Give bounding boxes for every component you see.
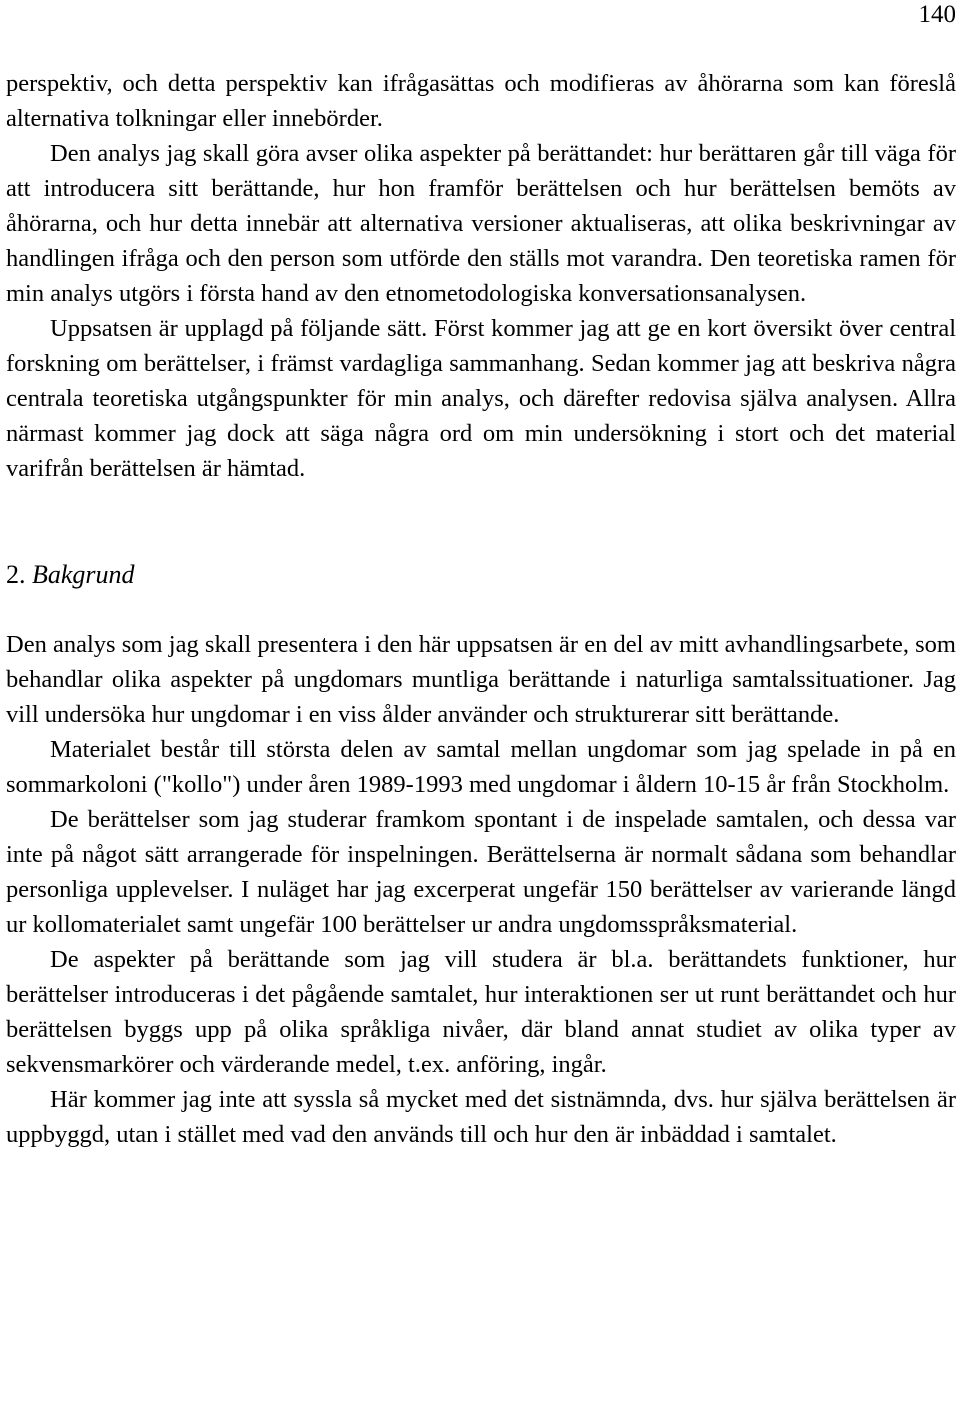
paragraph: De berättelser som jag studerar framkom spontant i de inspelade samtalen, och dessa var inte på något sätt arrangerade för inspelningen. Berättelserna är normalt sådana som behandlar personliga upplevelser. I nuläget har jag excerperat ungefär 150 berättelser av varierande längd ur kollomaterialet samt ungefär 100 berättelser ur andra ungdomsspråksmaterial. (6, 806, 956, 938)
paragraph: perspektiv, och detta perspektiv kan ifrågasättas och modifieras av åhörarna som kan föreslå alternativa tolkningar eller innebörder. (6, 70, 956, 132)
paragraph: De aspekter på berättande som jag vill studera är bl.a. berättandets funktioner, hur berättelser introduceras i det pågående samtalet, hur interaktionen ser ut runt berättandet och hur berättelsen byggs upp på olika språkliga nivåer, där bland annat studiet av olika typer av sekvensmarkörer och värderande medel, t.ex. anföring, ingår. (6, 946, 956, 1078)
section-heading (6, 557, 956, 592)
paragraph: Här kommer jag inte att syssla så mycket med det sistnämnda, dvs. hur själva berättelsen är uppbyggd, utan i stället med vad den används till och hur den är inbäddad i samtalet. (6, 1086, 956, 1148)
document-body (6, 66, 956, 1152)
spacer (6, 592, 956, 627)
page-number: 140 (918, 1, 956, 28)
section-number: 2. (6, 560, 26, 589)
paragraph: Den analys som jag skall presentera i den här uppsatsen är en del av mitt avhandlingsarbete, som behandlar olika aspekter på ungdomars muntliga berättande i naturliga samtalssituationer. Jag vill undersöka hur ungdomar i en viss ålder använder och strukturerar sitt berättande. (6, 631, 956, 728)
paragraph: Materialet består till största delen av samtal mellan ungdomar som jag spelade in på en sommarkoloni ("kollo") under åren 1989-1993 med ungdomar i åldern 10-15 år från Stockholm. (6, 736, 956, 798)
paragraph: Uppsatsen är upplagd på följande sätt. Först kommer jag att ge en kort översikt över central forskning om berättelser, i främst vardagliga sammanhang. Sedan kommer jag att beskriva några centrala teoretiska utgångspunkter för min analys, och därefter redovisa själva analysen. Allra närmast kommer jag dock att säga några ord om min undersökning i stort och det material varifrån berättelsen är hämtad. (6, 315, 956, 482)
section-title: Bakgrund (32, 560, 135, 589)
paragraph: Den analys jag skall göra avser olika aspekter på berättandet: hur berättaren går till väga för att introducera sitt berättande, hur hon framför berättelsen och hur berättelsen bemöts av åhörarna, och hur detta innebär att alternativa versioner aktualiseras, att olika beskrivningar av handlingen ifråga och den person som utförde den ställs mot varandra. Den teoretiska ramen för min analys utgörs i första hand av den etnometodologiska konversationsanalysen. (6, 140, 956, 307)
